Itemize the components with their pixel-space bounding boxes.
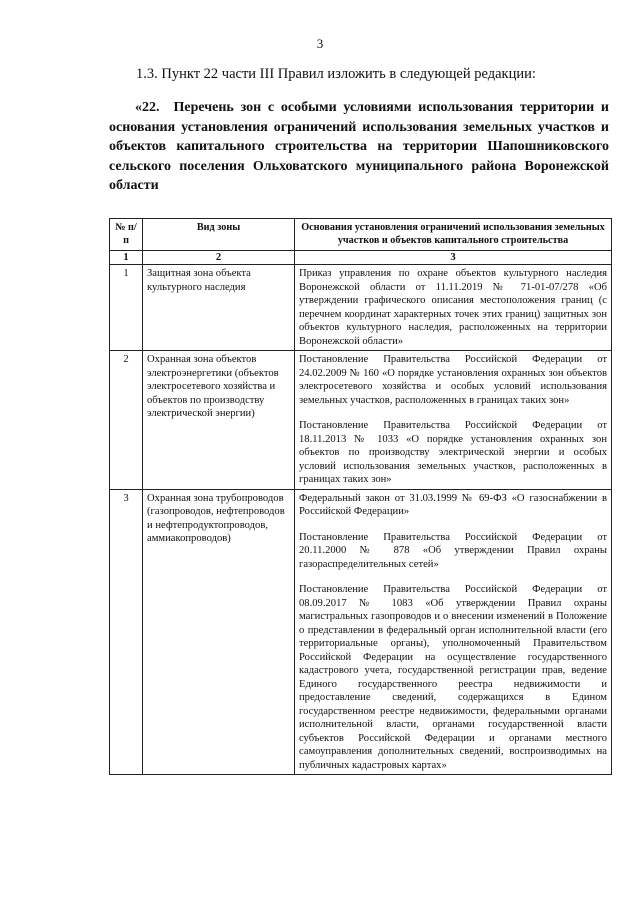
section-number: «22. [135,100,160,115]
column-index-row [110,251,612,265]
table-row [110,265,612,351]
basis-document: Постановление Правительства Российской Федерации от 08.09.2017 № 1083 «Об утверждении Правил охраны магистральных газопроводов и о внесении изменений в Положение о представлении в федеральный орган исполнительной власти (его территориальные органы), уполномоченный Правительством Российской Федерации на осуществление государственного кадастрового учета, государственной регистрации прав, ведение Единого государственного реестра недвижимости и предоставление сведений, содержащихся в Едином государственном реестре недвижимости, федеральными органами исполнительной власти, органами государственной власти субъектов Российской Федерации и органами местного самоуправления дополнительных сведений, воспроизводимых на публичных кадастровых картах» [299,584,607,771]
table-row [110,489,612,775]
zone-type-cell: Охранная зона трубопроводов (газопроводов, нефтепроводов и нефтепродуктопроводов, аммиакопроводов) [143,489,295,775]
row-number: 1 [110,265,143,351]
column-index: 3 [295,251,612,265]
column-index: 1 [110,251,143,265]
basis-document: Постановление Правительства Российской Федерации от 18.11.2013 № 1033 «О порядке установления охранных зон объектов по производству электрической энергии и особых условий использования земельных участков, расположенных в границах таких зон» [299,420,607,485]
zone-type-cell: Защитная зона объекта культурного наследия [143,265,295,351]
section-title: Перечень зон с особыми условиями использования территории и основания установления ограничений использования земельных участков и объектов капитального строительства на территории Шапошниковского сельского поселения Ольховатского муниципального района Воронежской области [109,100,609,193]
basis-document: Постановление Правительства Российской Федерации от 20.11.2000 № 878 «Об утверждении Правил охраны газораспределительных сетей» [299,531,607,570]
table-row [110,351,612,490]
page-number: 3 [316,36,324,51]
zone-type-cell: Охранная зона объектов электроэнергетики (объектов электросетевого хозяйства и объектов по производству электрической энергии) [143,351,295,490]
header-num: № п/п [110,219,143,251]
section-heading [109,98,609,196]
row-number: 2 [110,351,143,490]
basis-cell [295,265,612,351]
header-zone-type: Вид зоны [143,219,295,251]
column-index: 2 [143,251,295,265]
basis-document: Постановление Правительства Российской Федерации от 24.02.2009 № 160 «О порядке установления охранных зон объектов электросетевого хозяйства и особых условий использования земельных участков, расположенных в границах таких зон» [299,354,607,406]
zones-table [109,218,612,775]
intro-paragraph: 1.3. Пункт 22 части III Правил изложить в следующей редакции: [136,66,536,82]
basis-document: Федеральный закон от 31.03.1999 № 69-ФЗ «О газоснабжении в Российской Федерации» [299,492,607,517]
table-header-row [110,219,612,251]
basis-cell [295,351,612,490]
basis-document: Приказ управления по охране объектов культурного наследия Воронежской области от 11.11.2019 № 71-01-07/278 «Об утверждении графического описания местоположения границ (с перечнем координат характерных точек этих границ) защитных зон объектов культурного наследия, расположенных на территории Воронежской области» [299,268,607,347]
row-number: 3 [110,489,143,775]
header-basis: Основания установления ограничений использования земельных участков и объектов капитального строительства [295,219,612,251]
basis-cell [295,489,612,775]
